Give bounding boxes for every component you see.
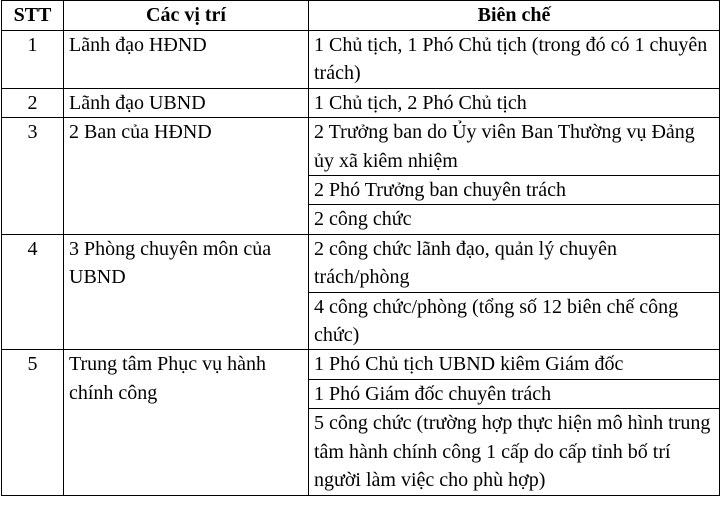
table-row <box>2 88 720 117</box>
cell-staffing: 2 công chức lãnh đạo, quản lý chuyên trách/phòng <box>309 234 720 292</box>
cell-position: 2 Ban của HĐND <box>64 118 309 235</box>
cell-stt: 4 <box>2 234 64 350</box>
cell-staffing: 2 công chức <box>309 205 720 234</box>
cell-stt: 2 <box>2 88 64 117</box>
cell-staffing: 1 Phó Chủ tịch UBND kiêm Giám đốc <box>309 350 720 379</box>
cell-staffing: 1 Chủ tịch, 1 Phó Chủ tịch (trong đó có 1 chuyên trách) <box>309 31 720 89</box>
table-row <box>2 118 720 176</box>
cell-staffing: 2 Trưởng ban do Ủy viên Ban Thường vụ Đảng ủy xã kiêm nhiệm <box>309 118 720 176</box>
cell-position: Lãnh đạo UBND <box>64 88 309 117</box>
cell-position: Lãnh đạo HĐND <box>64 31 309 89</box>
cell-staffing: 1 Phó Giám đốc chuyên trách <box>309 379 720 408</box>
header-stt: STT <box>2 1 64 31</box>
cell-staffing: 2 Phó Trưởng ban chuyên trách <box>309 176 720 205</box>
cell-stt: 1 <box>2 31 64 89</box>
header-staffing: Biên chế <box>309 1 720 31</box>
header-position: Các vị trí <box>64 1 309 31</box>
table-header-row <box>2 1 720 31</box>
cell-stt: 3 <box>2 118 64 235</box>
cell-staffing: 5 công chức (trường hợp thực hiện mô hình trung tâm hành chính công 1 cấp do cấp tỉnh bố trí người làm việc cho phù hợp) <box>309 409 720 495</box>
cell-position: 3 Phòng chuyên môn của UBND <box>64 234 309 350</box>
cell-stt: 5 <box>2 350 64 495</box>
cell-staffing: 4 công chức/phòng (tổng số 12 biên chế công chức) <box>309 292 720 350</box>
staffing-table <box>1 0 720 496</box>
cell-position: Trung tâm Phục vụ hành chính công <box>64 350 309 495</box>
table-row <box>2 350 720 379</box>
table-row <box>2 31 720 89</box>
table-row <box>2 234 720 292</box>
cell-staffing: 1 Chủ tịch, 2 Phó Chủ tịch <box>309 88 720 117</box>
